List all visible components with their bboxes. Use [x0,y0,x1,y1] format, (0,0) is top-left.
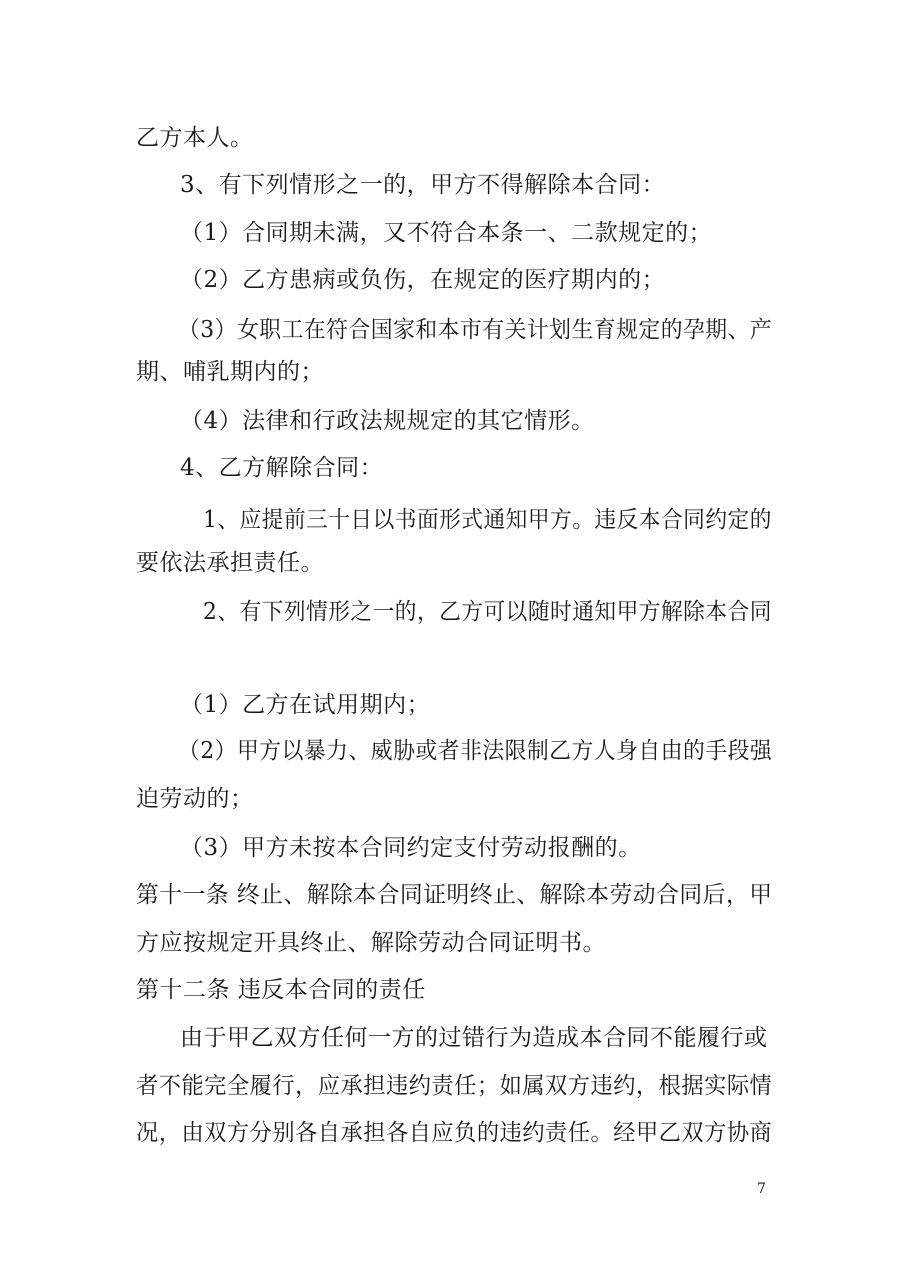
text-line: 方应按规定开具终止、解除劳动合同证明书。 [136,930,606,956]
text-line: 由于甲乙双方任何一方的过错行为造成本合同不能履行或 [180,1025,768,1051]
text-line: 要依法承担责任。 [136,550,324,576]
text-line: 乙方本人。 [136,125,254,151]
text-line: 4、乙方解除合同： [180,455,384,481]
text-line: 期、哺乳期内的； [136,359,324,385]
text-line: 迫劳动的； [136,786,254,812]
text-line: 第十一条 终止、解除本合同证明终止、解除本劳动合同后，甲 [136,882,773,908]
text-line: 2、有下列情形之一的，乙方可以随时通知甲方解除本合同 [203,599,772,625]
text-line: （4）法律和行政法规规定的其它情形。 [180,408,595,434]
text-line: （3）女职工在符合国家和本市有关计划生育规定的孕期、产 [178,317,773,343]
text-line: 1、应提前三十日以书面形式通知甲方。违反本合同约定的 [203,507,772,533]
text-line: （1）乙方在试用期内； [180,692,431,718]
text-line: 3、有下列情形之一的，甲方不得解除本合同： [180,172,666,198]
text-line: 者不能完全履行，应承担违约责任；如属双方违约，根据实际情 [136,1073,773,1099]
text-line: （2）乙方患病或负伤，在规定的医疗期内的； [180,267,666,293]
text-line: （2）甲方以暴力、威胁或者非法限制乙方人身自由的手段强 [178,738,773,764]
text-line: （1）合同期未满，又不符合本条一、二款规定的； [180,220,713,246]
page-number: 7 [757,1181,766,1197]
text-line: 况，由双方分别各自承担各自应负的违约责任。经甲乙双方协商 [136,1120,773,1146]
section-heading: 第十二条 违反本合同的责任 [136,977,426,1003]
text-line: （3）甲方未按本合同约定支付劳动报酬的。 [180,835,642,861]
